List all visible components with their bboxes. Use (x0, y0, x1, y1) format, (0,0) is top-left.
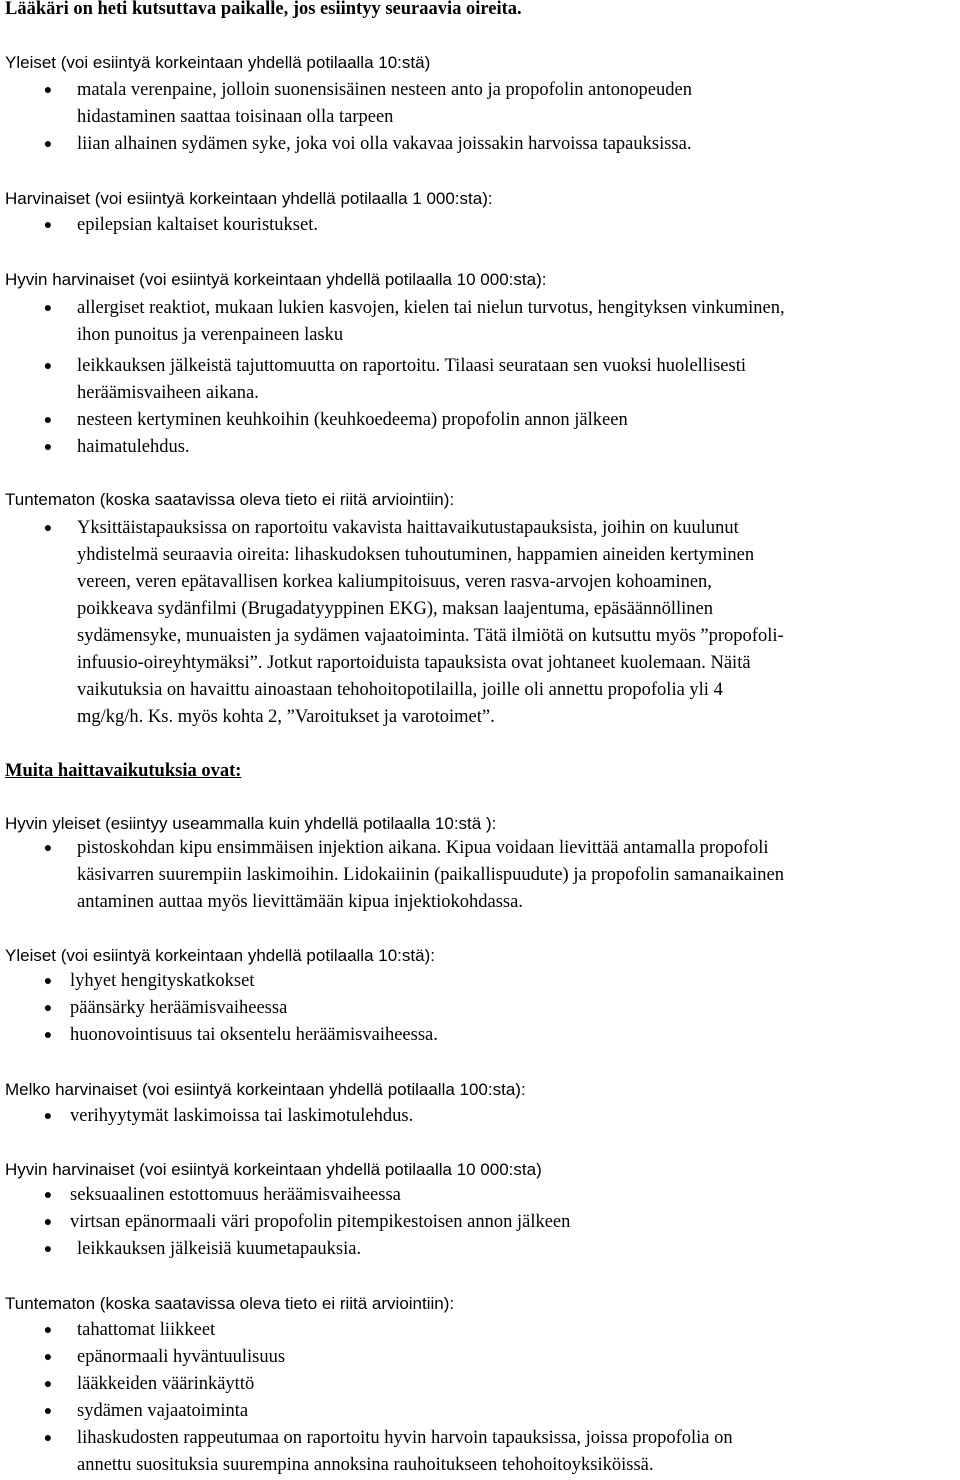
bullet-icon: ● (43, 1028, 53, 1043)
intro-heading: Lääkäri on heti kutsuttava paikalle, jos esiintyy seuraavia oireita. (5, 0, 522, 19)
bullet-icon: ● (43, 1350, 53, 1365)
bullet-icon: ● (43, 1323, 53, 1338)
bullet-icon: ● (43, 359, 53, 374)
bullet-icon: ● (43, 841, 53, 856)
document-page: Lääkäri on heti kutsuttava paikalle, jos esiintyy seuraavia oireita. Yleiset (voi esiintyä korkeintaan yhdellä potilaalla 10:stä) ● matala verenpaine, jolloin suonensisäinen nesteen anto ja propofolin antonopeuden hidastaminen saattaa toisinaan olla tarpeen ● liian alhainen sydämen syke, joka voi olla vakavaa joissakin harvoissa tapauksissa. Harvinaiset (voi esiintyä korkeintaan yhdellä potilaalla 1 000:sta): ● epilepsian kaltaiset kouristukset. Hyvin harvinaiset (voi esiintyä korkeintaan yhdellä potilaalla 10 000:sta): ● allergiset reaktiot, mukaan lukien kasvojen, kielen tai nielun turvotus, hengityksen vinkuminen, ihon punoitus ja verenpaineen lasku ● leikkauksen jälkeistä tajuttomuutta on raportoitu. Tilaasi seurataan sen vuoksi huolellisesti heräämisvaiheen aikana. ● nesteen kertyminen keuhkoihin (keuhkoedeema) propofolin annon jälkeen ● haimatulehdus. Tuntematon (koska saatavissa oleva tieto ei riitä arviointiin): ● Yksittäistapauksissa on raportoitu vakavista haittavaikutustapauksista, joihin on kuulunut yhdistelmä seuraavia oireita: lihaskudoksen tuhoutuminen, happamien aineiden kertyminen vereen, veren epätavallisen korkea kaliumpitoisuus, veren rasva-arvojen kohoaminen, poikkeava sydänfilmi (Brugadatyyppinen EKG), maksan laajentuma, epäsäännöllinen sydämensyke, munuaisten ja sydämen vajaatoiminta. Tätä ilmiötä on kutsuttu myös ”propofoli- infuusio-oireyhtymäksi”. Jotkut raportoiduista tapauksista ovat johtaneet kuolemaan. Näitä vaikutuksia on havaittu ainoastaan tehohoitopotilailla, joille oli annettu propofolia yli 4 mg/kg/h. Ks. myös kohta 2, ”Varoitukset ja varotoimet”. Muita haittavaikutuksia ovat: Hyvin yleiset (esiintyy useammalla kuin yhdellä potilaalla 10:stä ): ● pistoskohdan kipu ensimmäisen injektion aikana. Kipua voidaan lievittää antamalla propofoli käsivarren suurempiin laskimoihin. Lidokaiinin (paikallispuudute) ja propofolin samanaikainen antaminen auttaa myös lievittämään kipua injektiokohdassa. Yleiset (voi esiintyä korkeintaan yhdellä potilaalla 10:stä): ● lyhyet hengityskatkokset ● päänsärky heräämisvaiheessa ● huonovointisuus tai oksentelu heräämisvaiheessa. Melko harvinaiset (voi esiintyä korkeintaan yhdellä potilaalla 100:sta): ● verihyytymät laskimoissa tai laskimotulehdus. Hyvin harvinaiset (voi esiintyä korkeintaan yhdellä potilaalla 10 000:sta) ● seksuaalinen estottomuus heräämisvaiheessa ● virtsan epänormaali väri propofolin pitempikestoisen annon jälkeen ● leikkauksen jälkeisiä kuumetapauksia. Tuntematon (koska saatavissa oleva tieto ei riitä arviointiin): ● tahattomat liikkeet ● epänormaali hyväntuulisuus ● lääkkeiden väärinkäyttö ● sydämen vajaatoiminta ● lihaskudosten rappeutumaa on raportoitu hyvin harvoin tapauksissa, joissa propofolia on annettu suosituksia suurempina annoksina rauhoitukseen tehohoitoyksiköissä. (0, 0, 960, 1480)
bullet-icon: ● (43, 974, 53, 989)
bullet-icon: ● (43, 301, 53, 316)
other-label-very-rare: Hyvin harvinaiset (voi esiintyä korkeintaan yhdellä potilaalla 10 000:sta) (5, 1160, 542, 1179)
bullet-icon: ● (43, 1404, 53, 1419)
bullet-icon: ● (43, 83, 53, 98)
section-label-rare: Harvinaiset (voi esiintyä korkeintaan yhdellä potilaalla 1 000:sta): (5, 189, 493, 208)
bullet-icon: ● (43, 1001, 53, 1016)
bullet-icon: ● (43, 1377, 53, 1392)
other-side-effects-heading: Muita haittavaikutuksia ovat: (5, 761, 242, 781)
bullet-icon: ● (43, 1431, 53, 1446)
bullet-icon: ● (43, 1215, 53, 1230)
other-label-unknown: Tuntematon (koska saatavissa oleva tieto ei riitä arviointiin): (5, 1294, 455, 1313)
bullet-icon: ● (43, 218, 53, 233)
section-label-common: Yleiset (voi esiintyä korkeintaan yhdellä potilaalla 10:stä) (5, 53, 431, 72)
bullet-icon: ● (43, 440, 53, 455)
bullet-icon: ● (43, 1242, 53, 1257)
bullet-icon: ● (43, 521, 53, 536)
bullet-icon: ● (43, 413, 53, 428)
other-label-common: Yleiset (voi esiintyä korkeintaan yhdellä potilaalla 10:stä): (5, 946, 435, 965)
bullet-icon: ● (43, 1188, 53, 1203)
other-label-uncommon: Melko harvinaiset (voi esiintyä korkeintaan yhdellä potilaalla 100:sta): (5, 1080, 526, 1099)
section-label-very-rare: Hyvin harvinaiset (voi esiintyä korkeintaan yhdellä potilaalla 10 000:sta): (5, 270, 547, 289)
bullet-icon: ● (43, 1109, 53, 1124)
bullet-icon: ● (43, 137, 53, 152)
section-label-unknown: Tuntematon (koska saatavissa oleva tieto ei riitä arviointiin): (5, 490, 455, 509)
other-label-very-common: Hyvin yleiset (esiintyy useammalla kuin yhdellä potilaalla 10:stä ): (5, 814, 497, 833)
